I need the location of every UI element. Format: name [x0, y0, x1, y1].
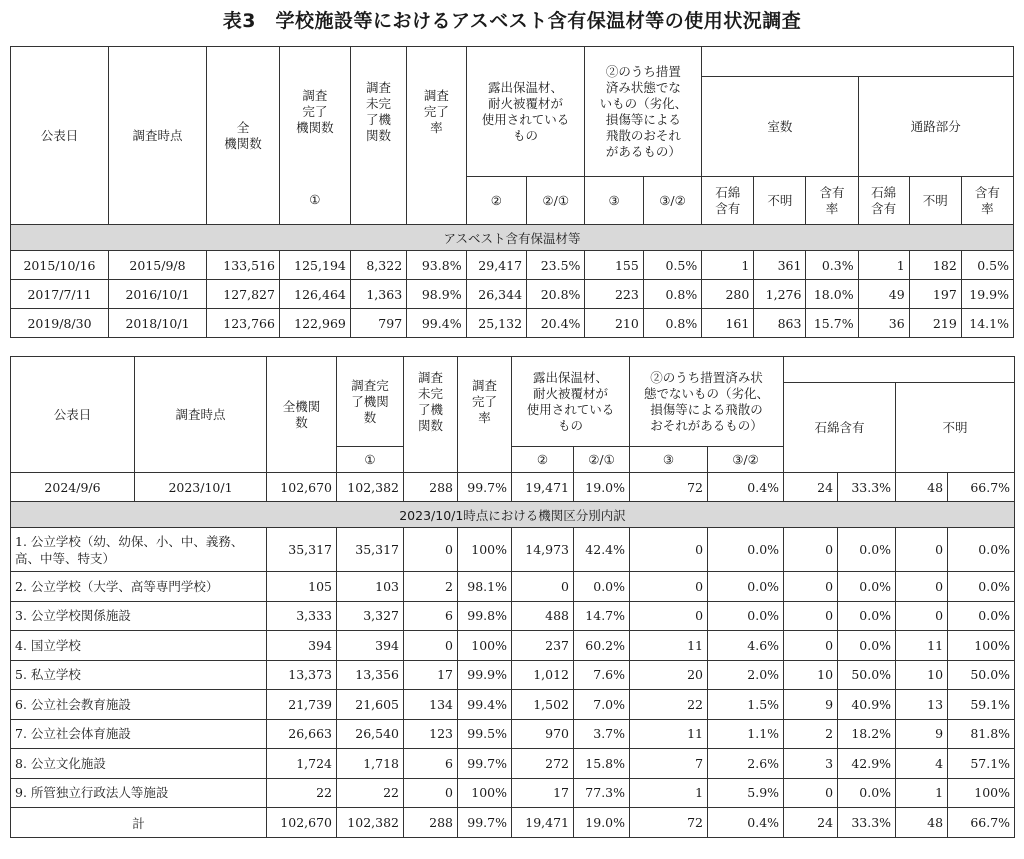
header-survey-point: 調査時点: [109, 47, 207, 225]
table-cell: 0.0%: [838, 572, 896, 602]
table-cell: 2019/8/30: [11, 309, 109, 338]
table-cell: 123: [404, 719, 458, 749]
table-cell: 863: [754, 309, 806, 338]
table-cell: 24: [784, 473, 838, 502]
table-cell: 0: [896, 528, 948, 572]
table-cell: 0.0%: [708, 601, 784, 631]
table-cell: 0.0%: [838, 778, 896, 808]
category-label: 3. 公立学校関係施設: [11, 601, 267, 631]
table-cell: 237: [512, 631, 574, 661]
table-cell: 11: [630, 719, 708, 749]
table-cell: 19,471: [512, 473, 574, 502]
header-mark-3: ③: [585, 177, 643, 225]
table-cell: 14.7%: [574, 601, 630, 631]
header-not-treated: ②のうち措置 済み状態でな いもの（劣化、 損傷等による 飛散のおそれ があるもの）: [585, 47, 702, 177]
table-cell: 98.9%: [407, 280, 466, 309]
table-row: [11, 749, 1015, 779]
table-cell: 0.0%: [838, 631, 896, 661]
total-label: 計: [11, 808, 267, 838]
table-cell: 0.8%: [643, 309, 701, 338]
table-cell: 5.9%: [708, 778, 784, 808]
table-cell: 134: [404, 690, 458, 720]
category-label: 6. 公立社会教育施設: [11, 690, 267, 720]
header-rooms: 室数: [702, 77, 858, 177]
table-cell: 6: [404, 749, 458, 779]
header-rooms-rate: 含有 率: [806, 177, 858, 225]
table-cell: 0: [896, 572, 948, 602]
table-cell: 98.1%: [458, 572, 512, 602]
header-corridors: 通路部分: [858, 77, 1013, 177]
table-cell: 26,344: [466, 280, 526, 309]
table-cell: 99.7%: [458, 749, 512, 779]
table-cell: 1.1%: [708, 719, 784, 749]
table-cell: 20: [630, 660, 708, 690]
table-row: [11, 251, 1014, 280]
table-cell: 1,724: [267, 749, 337, 779]
table-cell: 2: [784, 719, 838, 749]
table-cell: 100%: [948, 778, 1015, 808]
table-cell: 0: [784, 528, 838, 572]
table-cell: 394: [337, 631, 404, 661]
table-cell: 0: [630, 528, 708, 572]
table-cell: 49: [858, 280, 909, 309]
table-cell: 99.7%: [458, 473, 512, 502]
table-cell: 2.6%: [708, 749, 784, 779]
table-cell: 99.5%: [458, 719, 512, 749]
table-row: [11, 601, 1015, 631]
category-label: 1. 公立学校（幼、幼保、小、中、義務、 高、中等、特支）: [11, 528, 267, 572]
header-all-orgs: 全機関 数: [267, 357, 337, 473]
table-cell: 66.7%: [948, 808, 1015, 838]
header-exposed: 露出保温材、 耐火被覆材が 使用されている もの: [466, 47, 585, 177]
table-cell: 19,471: [512, 808, 574, 838]
table-cell: 0: [784, 778, 838, 808]
table-cell: 26,663: [267, 719, 337, 749]
header-corridor-asbestos: 石綿 含有: [858, 177, 909, 225]
table-cell: 22: [337, 778, 404, 808]
header-completion-rate: 調査 完了 率: [407, 47, 466, 177]
table-cell: 122,969: [279, 309, 350, 338]
category-label: 5. 私立学校: [11, 660, 267, 690]
table-cell: 0: [630, 572, 708, 602]
table-cell: 0: [404, 528, 458, 572]
table-row: [11, 528, 1015, 572]
table-cell: 2016/10/1: [109, 280, 207, 309]
table-row: [11, 473, 1015, 502]
table-cell: 66.7%: [948, 473, 1015, 502]
table-cell: 29,417: [466, 251, 526, 280]
table-cell: 1: [630, 778, 708, 808]
table-row: [11, 572, 1015, 602]
table-cell: 2015/10/16: [11, 251, 109, 280]
table-cell: 0.0%: [948, 601, 1015, 631]
table-cell: 40.9%: [838, 690, 896, 720]
table-cell: 102,382: [337, 473, 404, 502]
table-cell: 0.3%: [806, 251, 858, 280]
table-cell: 81.8%: [948, 719, 1015, 749]
table-cell: 99.4%: [458, 690, 512, 720]
table-cell: 0: [896, 601, 948, 631]
header-pub-date: 公表日: [11, 357, 135, 473]
table-row: [11, 690, 1015, 720]
table-cell: 22: [630, 690, 708, 720]
table-cell: 19.9%: [961, 280, 1013, 309]
table-cell: 18.2%: [838, 719, 896, 749]
table-cell: 19.0%: [574, 808, 630, 838]
table-cell: 42.9%: [838, 749, 896, 779]
table-cell: 72: [630, 473, 708, 502]
table-row: [11, 280, 1014, 309]
header-mark-3-2: ③/②: [643, 177, 701, 225]
table-cell: 1: [702, 251, 754, 280]
category-label: 7. 公立社会体育施設: [11, 719, 267, 749]
table-cell: 50.0%: [948, 660, 1015, 690]
table-cell: 77.3%: [574, 778, 630, 808]
table-cell: 13,373: [267, 660, 337, 690]
header-mark-3: ③: [630, 447, 708, 473]
table-cell: 48: [896, 473, 948, 502]
table-cell: 361: [754, 251, 806, 280]
header-mark-2-1: ②/①: [574, 447, 630, 473]
table-cell: 11: [630, 631, 708, 661]
table-cell: 127,827: [207, 280, 280, 309]
table-cell: 2018/10/1: [109, 309, 207, 338]
table-cell: 20.8%: [527, 280, 585, 309]
table-cell: 0: [784, 631, 838, 661]
table-cell: 1,502: [512, 690, 574, 720]
table-cell: 24: [784, 808, 838, 838]
table-cell: 33.3%: [838, 808, 896, 838]
category-label: 2. 公立学校（大学、高等専門学校）: [11, 572, 267, 602]
table-cell: 100%: [458, 631, 512, 661]
table-cell: 99.9%: [458, 660, 512, 690]
table-cell: 2.0%: [708, 660, 784, 690]
table-cell: 394: [267, 631, 337, 661]
table-cell: 10: [784, 660, 838, 690]
table-cell: 182: [909, 251, 961, 280]
table-cell: 3,327: [337, 601, 404, 631]
table-cell: 0.0%: [838, 601, 896, 631]
header-completed: 調査完 了機関 数: [337, 357, 404, 447]
table-cell: 1: [858, 251, 909, 280]
table-cell: 2: [404, 572, 458, 602]
table-cell: 0.4%: [708, 473, 784, 502]
table-cell: 9: [896, 719, 948, 749]
header-completed: 調査 完了 機関数: [279, 47, 350, 177]
header-mark-1: ①: [279, 177, 350, 225]
category-label: 9. 所管独立行政法人等施設: [11, 778, 267, 808]
table-cell: 161: [702, 309, 754, 338]
table-cell: 42.4%: [574, 528, 630, 572]
header-unknown: 不明: [896, 383, 1015, 473]
table-cell: 103: [337, 572, 404, 602]
table-cell: 22: [267, 778, 337, 808]
table-cell: 99.4%: [407, 309, 466, 338]
table-cell: 0: [784, 601, 838, 631]
table-cell: 11: [896, 631, 948, 661]
table-cell: 19.0%: [574, 473, 630, 502]
header-rooms-unknown: 不明: [754, 177, 806, 225]
header-corridor-rate: 含有 率: [961, 177, 1013, 225]
table-cell: 0.5%: [961, 251, 1013, 280]
table-cell: 1,718: [337, 749, 404, 779]
table-cell: 0: [404, 631, 458, 661]
header-mark-2-1: ②/①: [527, 177, 585, 225]
table-cell: 2017/7/11: [11, 280, 109, 309]
table-cell: 970: [512, 719, 574, 749]
header-incomplete: 調査 未完 了機 関数: [350, 47, 406, 177]
table-cell: 0.0%: [948, 528, 1015, 572]
header-pub-date: 公表日: [11, 47, 109, 225]
header-mark-1: ①: [337, 447, 404, 473]
table-cell: 20.4%: [527, 309, 585, 338]
header-corridor-unknown: 不明: [909, 177, 961, 225]
table-cell: 2023/10/1: [135, 473, 267, 502]
table-cell: 4.6%: [708, 631, 784, 661]
table-cell: 48: [896, 808, 948, 838]
table-cell: 0.4%: [708, 808, 784, 838]
table-cell: 9: [784, 690, 838, 720]
table-cell: 288: [404, 473, 458, 502]
table-cell: 133,516: [207, 251, 280, 280]
table-cell: 0: [512, 572, 574, 602]
table-cell: 125,194: [279, 251, 350, 280]
table-cell: 7.0%: [574, 690, 630, 720]
total-row: [11, 808, 1015, 838]
header-asbestos: 石綿含有: [784, 383, 896, 473]
table-cell: 223: [585, 280, 643, 309]
table-cell: 50.0%: [838, 660, 896, 690]
table-cell: 3.7%: [574, 719, 630, 749]
table-row: [11, 719, 1015, 749]
table-cell: 25,132: [466, 309, 526, 338]
table-cell: 18.0%: [806, 280, 858, 309]
table-cell: 36: [858, 309, 909, 338]
table-cell: 2024/9/6: [11, 473, 135, 502]
table-cell: 488: [512, 601, 574, 631]
table-cell: 99.7%: [458, 808, 512, 838]
table-cell: 0: [404, 778, 458, 808]
table-cell: 35,317: [337, 528, 404, 572]
table-cell: 14,973: [512, 528, 574, 572]
table-cell: 219: [909, 309, 961, 338]
table-cell: 0.0%: [708, 528, 784, 572]
section-band: アスベスト含有保温材等: [11, 225, 1014, 251]
header-mark-2: ②: [466, 177, 526, 225]
table-cell: 0.0%: [838, 528, 896, 572]
table-cell: 21,739: [267, 690, 337, 720]
table-cell: 210: [585, 309, 643, 338]
header-exposed: 露出保温材、 耐火被覆材が 使用されている もの: [512, 357, 630, 447]
header-incomplete: 調査 未完 了機 関数: [404, 357, 458, 447]
page-title: 表3 学校施設等におけるアスベスト含有保温材等の使用状況調査: [222, 10, 802, 32]
header-rooms-asbestos: 石綿 含有: [702, 177, 754, 225]
table-cell: 23.5%: [527, 251, 585, 280]
table-cell: 6: [404, 601, 458, 631]
table-cell: 100%: [458, 778, 512, 808]
table-cell: 26,540: [337, 719, 404, 749]
table-cell: 3: [784, 749, 838, 779]
table-cell: 0: [630, 601, 708, 631]
header-completion-rate: 調査 完了 率: [458, 357, 512, 447]
table-cell: 0.0%: [948, 572, 1015, 602]
table-cell: 0: [784, 572, 838, 602]
table-cell: 0.0%: [574, 572, 630, 602]
table-cell: 57.1%: [948, 749, 1015, 779]
table-cell: 2015/9/8: [109, 251, 207, 280]
table-cell: 1.5%: [708, 690, 784, 720]
table-cell: 13,356: [337, 660, 404, 690]
header-not-treated: ②のうち措置済み状 態でないもの（劣化、 損傷等による飛散の おそれがあるもの）: [630, 357, 784, 447]
asbestos-survey-table-2: [10, 356, 1015, 838]
table-cell: 105: [267, 572, 337, 602]
table-cell: 3,333: [267, 601, 337, 631]
table-cell: 60.2%: [574, 631, 630, 661]
table-cell: 7: [630, 749, 708, 779]
table-cell: 1: [896, 778, 948, 808]
table-row: [11, 660, 1015, 690]
table-cell: 0.8%: [643, 280, 701, 309]
table-cell: 4: [896, 749, 948, 779]
asbestos-survey-table-1: [10, 46, 1014, 338]
table-cell: 272: [512, 749, 574, 779]
table-cell: 13: [896, 690, 948, 720]
table-cell: 797: [350, 309, 406, 338]
table-cell: 100%: [948, 631, 1015, 661]
header-survey-point: 調査時点: [135, 357, 267, 473]
table-cell: 17: [404, 660, 458, 690]
table-cell: 8,322: [350, 251, 406, 280]
header-mark-2: ②: [512, 447, 574, 473]
table-cell: 0.5%: [643, 251, 701, 280]
table-cell: 15.7%: [806, 309, 858, 338]
table-cell: 33.3%: [838, 473, 896, 502]
table-cell: 17: [512, 778, 574, 808]
table-row: [11, 309, 1014, 338]
table-cell: 59.1%: [948, 690, 1015, 720]
header-all-orgs: 全 機関数: [207, 47, 280, 225]
table-cell: 72: [630, 808, 708, 838]
table-cell: 93.8%: [407, 251, 466, 280]
table-cell: 123,766: [207, 309, 280, 338]
table-cell: 102,670: [267, 808, 337, 838]
table-cell: 126,464: [279, 280, 350, 309]
table-row: [11, 631, 1015, 661]
table-cell: 1,012: [512, 660, 574, 690]
table-cell: 0.0%: [708, 572, 784, 602]
table-cell: 102,382: [337, 808, 404, 838]
table-cell: 280: [702, 280, 754, 309]
table-cell: 7.6%: [574, 660, 630, 690]
category-label: 8. 公立文化施設: [11, 749, 267, 779]
table-cell: 35,317: [267, 528, 337, 572]
table-cell: 102,670: [267, 473, 337, 502]
table-cell: 288: [404, 808, 458, 838]
table-cell: 197: [909, 280, 961, 309]
table-row: [11, 778, 1015, 808]
table-cell: 1,276: [754, 280, 806, 309]
table-cell: 15.8%: [574, 749, 630, 779]
table-cell: 155: [585, 251, 643, 280]
table-cell: 100%: [458, 528, 512, 572]
table-cell: 21,605: [337, 690, 404, 720]
category-label: 4. 国立学校: [11, 631, 267, 661]
table-cell: 14.1%: [961, 309, 1013, 338]
table-cell: 10: [896, 660, 948, 690]
table-cell: 1,363: [350, 280, 406, 309]
section-band: 2023/10/1時点における機関区分別内訳: [11, 502, 1015, 528]
table-cell: 99.8%: [458, 601, 512, 631]
header-mark-3-2: ③/②: [708, 447, 784, 473]
